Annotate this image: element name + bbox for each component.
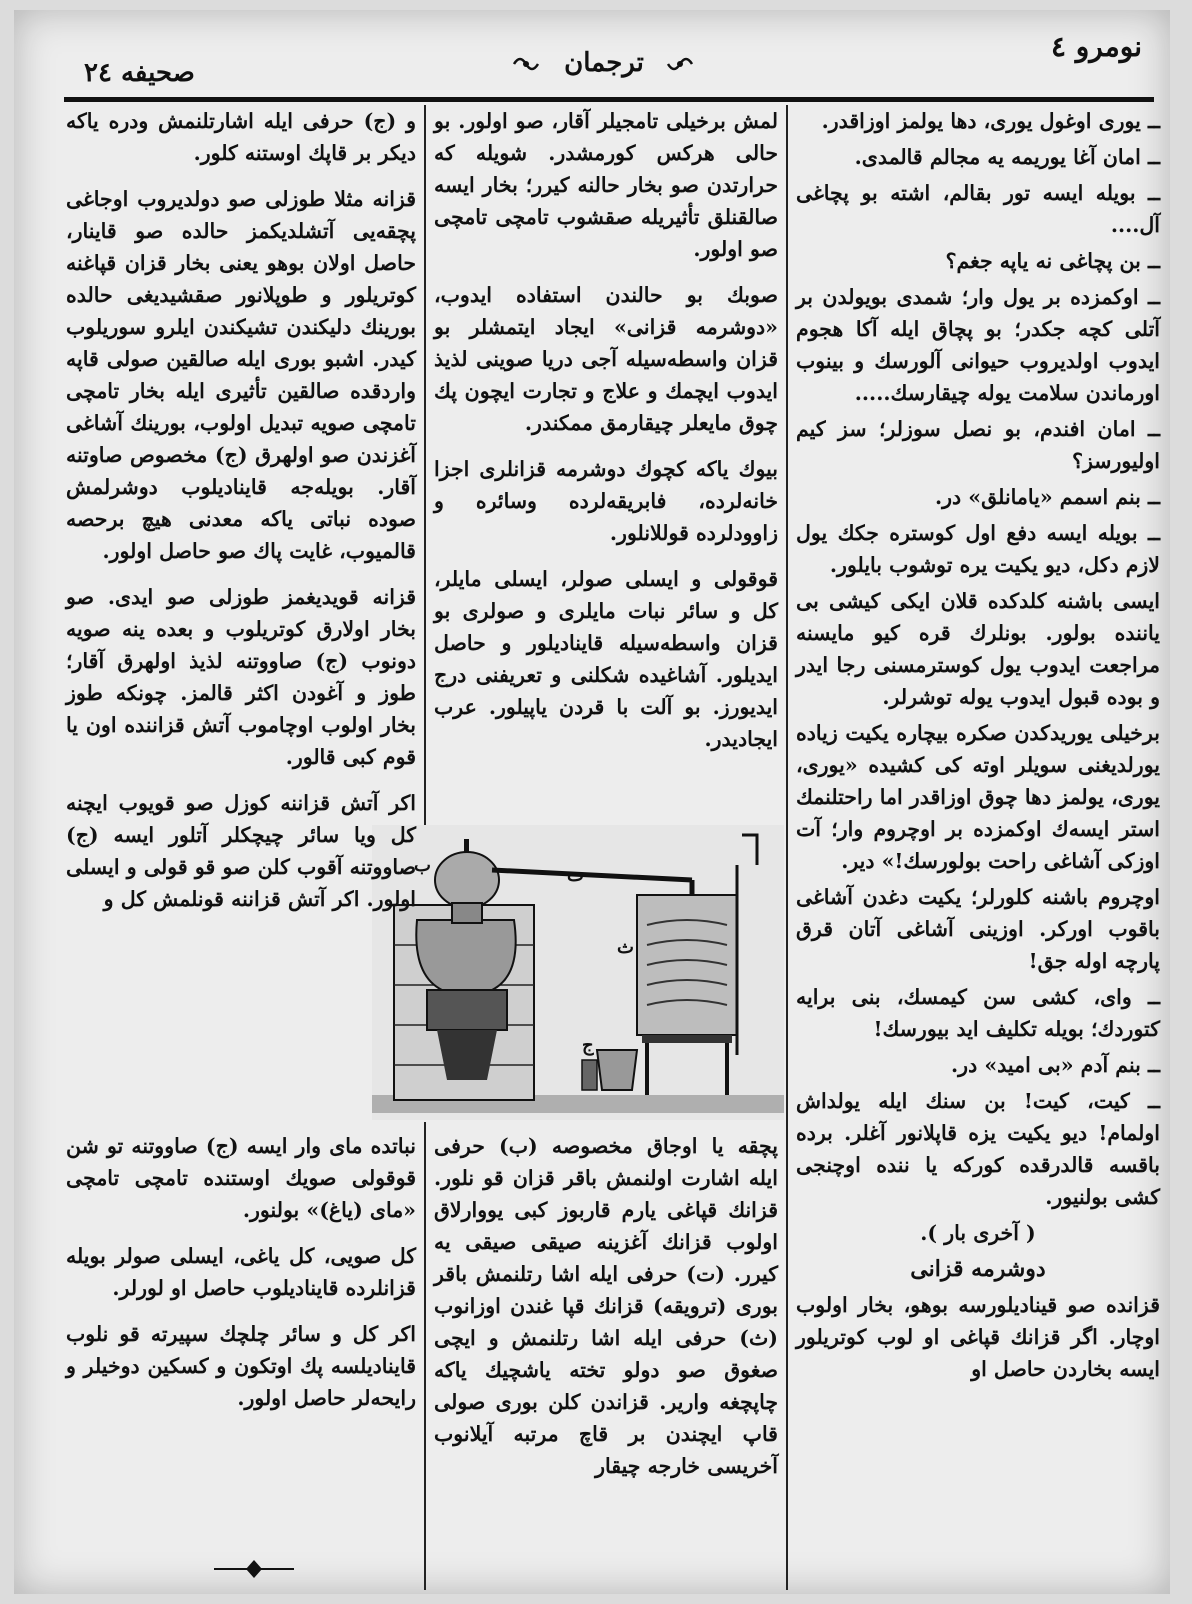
paragraph: قزانده صو قینادیلورسه بوهو، بخار اولوب اوچار. اگر قزانك قپاغی او لوب کوتریلور ایسه بخاردن حاصل او: [796, 1293, 1160, 1381]
column-divider-right: [786, 105, 788, 1590]
paragraph: ــ وای، کشی سن کیمسك، بنی برایه کتوردك؛ بویله تکلیف اید بیورسك!: [796, 985, 1160, 1041]
paragraph: صوبك بو حالندن استفاده ایدوب، «دوشرمه قزانی» ایجاد ایتمشلر بو قزان واسطه‌سیله آجی دریا صوینی لذیذ ایدوب ایچمك و علاج و تجارت ایچون پك چوق مایعلر چیقارمق ممکندر.: [434, 283, 778, 435]
column-divider-left-lower: [424, 1122, 426, 1590]
paragraph: ــ بنم آدم «بی امید» در.: [951, 1053, 1160, 1077]
paragraph: اکر آتش قزاننه کوزل صو قویوب ایچنه کل ویا سائر چیچکلر آتلور ایسه (ج) صاووتنه آقوب کلن صو قو قولی و ایسلی اولور. اکر آتش قزاننه قونلمش کل و: [66, 791, 416, 911]
left-ornament-icon: [512, 50, 540, 78]
column-divider-left-upper: [424, 105, 426, 825]
paragraph: کل صویی، کل یاغی، ایسلی صولر بویله قزانلرده قایناديلوب حاصل او لورلر.: [66, 1244, 416, 1300]
middle-column-bottom: [434, 1130, 778, 1590]
paragraph: اوچروم باشنه کلورلر؛ یکیت دغدن آشاغی باقوب اورکر. اوزینی آشاغی آتان قرق پارچه اوله جق!: [796, 885, 1160, 973]
paragraph: ــ بویله ایسه تور بقالم، اشته بو پچاغی آل....: [796, 181, 1160, 237]
end-ornament-icon: [214, 1558, 294, 1580]
paragraph: قوقولی و ایسلی صولر، ایسلی مایلر، کل و سائر نبات مایلری و صولری بو قزان واسطه‌سیله قایناديلور و حاصل ایدیلور. آشاغیده شکلنی و تعریفنی درج ایدیورز. بو آلت با قردن یاپیلور. عرب ایجادیدر.: [434, 567, 778, 751]
figure-label-th: ث: [617, 937, 634, 958]
paragraph: قزانه قویدیغمز طوزلی صو ایدی. صو بخار اولارق کوتریلوب و بعده ینه صویه دونوب (ج) صاووتنه لذیذ اولهرق آقار؛ طوز و آغودن اکثر قالمز. چونکه طوز بخار اولوب اوچاموب آتش قزاننده اون یا قوم کبی قالور.: [66, 585, 416, 769]
distillation-apparatus-illustration: [372, 825, 784, 1120]
paragraph: نباتده مای وار ایسه (ج) صاووتنه تو شن قوقولی صویك اوستنده تامچی تامچی «مای (یاغ)» بولنور.: [66, 1134, 416, 1222]
paragraph: و (ج) حرفی ایله اشارتلنمش ودره یاکه دیکر بر قاپك اوستنه کلور.: [66, 109, 416, 165]
figure-label-b: ب: [414, 855, 431, 876]
middle-column-top: [434, 105, 778, 820]
paragraph: ــ یوری اوغول یوری، دها یولمز اوزاقدر.: [821, 109, 1160, 133]
paragraph: ــ کیت، کیت! بن سنك ایله یولداش اولمام! دیو یکیت یزه قاپلانور آغلر. برده باقسه قالدرقده کورکه یا ننده اوچنجی کشی بولنیور.: [796, 1089, 1160, 1209]
paragraph: ــ امان افندم، بو نصل سوزلر؛ سز کیم اولیورسز؟: [796, 417, 1160, 473]
section-title: دوشرمه قزانی: [910, 1256, 1046, 1282]
header-rule: [64, 97, 1154, 102]
masthead-title: ترجمان: [564, 48, 644, 78]
figure-label-j: ج: [582, 1035, 594, 1056]
newspaper-page: [14, 10, 1170, 1594]
paragraph: لمش برخیلی تامجیلر آقار، صو اولور. بو حالی هرکس کورمشدر. شویله که حرارتدن صو بخار حالنه کیرر؛ بخار ایسه صالقنلق تأثیریله صقشوب تامچی تامچی صو اولور.: [434, 109, 778, 261]
paragraph: ــ امان آغا یوریمه یه مجالم قالمدی.: [854, 145, 1160, 169]
paragraph: ــ بنم اسمم «یامانلق» در.: [934, 485, 1160, 509]
paragraph: ــ اوکمزده بر یول وار؛ شمدی بویولدن بر آتلی کچه جکدر؛ بو پچاق ایله آکا هجوم ایدوب اولدیروب حیوانی آلورسك و بینوب اورماندن سلامت یوله چیقارسك.....: [796, 285, 1160, 405]
paragraph: ــ بویله ایسه دفع اول کوستره جکك یول لازم دکل، دیو یکیت یره توشوب بایلور.: [796, 521, 1160, 577]
right-ornament-icon: [666, 50, 694, 78]
figure-label-t: ت: [567, 865, 584, 886]
paragraph: برخیلی یوریدکدن صکره بیچاره یکیت زیاده یورلدیغنی سویلر اوته کی کشیده «یوری، یوری، یولمز دها چوق اوزاقدر اما راحتلنمك استر ایسه‌ك اوکمزده بر اوچروم وار؛ آت اوزکی آشاغی راحت بولورسك!» دیر.: [796, 721, 1160, 873]
page-number: صحیفه ٢٤: [84, 58, 195, 88]
page-header: [14, 10, 1170, 100]
paragraph: اکر کل و سائر چلچك سپیرته قو نلوب قایناديلسه پك اوتکون و کسکین دوخیلر و رایحه‌لر حاصل اولور.: [66, 1322, 416, 1410]
left-column-bottom: [66, 1130, 416, 1550]
paragraph: ــ بن پچاغی نه یاپه جغم؟: [945, 249, 1160, 273]
to-be-continued: ( آخری بار ).: [920, 1221, 1036, 1245]
right-column: [796, 105, 1160, 1585]
paragraph: بیوك یاکه کچوك دوشرمه قزانلری اجزا خانه‌لرده، فابریقه‌لرده وسائره و زاوودلرده قوللانلور.: [434, 457, 778, 545]
paragraph: قزانه مثلا طوزلی صو دولدیروب اوجاغی پچقه‌یی آتشلدیکمز حالده صو قاینار، حاصل اولان بوهو یعنی بخار قزان قپاغنه کوتریلور و طوپلانور صقشیدیغی حالده بورینك دلیکندن تشیکندن ایلرو سوریلوب کیدر. اشبو بوری ایله صالقین صولی قاپه واردقده صالقین تأثیری ایله بخار تامچی تامچی صویه تبدیل اولوب، بورینك آشاغی آغزندن صو اولهرق (ج) مخصوص صاوتنه آقار. بویله‌جه قایناديلوب دوشرلمش صوده نباتی یاکه معدنی هیچ برحصه قالمیوب، غایت پاك صو حاصل اولور.: [66, 187, 416, 563]
paragraph: پچقه یا اوجاق مخصوصه (ب) حرفی ایله اشارت اولنمش باقر قزان قو نلور. قزانك قپاغی یارم قاربوز کبی یووارلاق اولوب قزانك آغزینه صیقی صیقی یه کیرر. (ت) حرفی ایله اشا رتلنمش باقر بوری (ترویقه) قزانك قپا غندن اوزانوب (ث) حرفی ایله اشا رتلنمش و ایچی صغوق صو دولو تخته یاشچیك یاکه چاپچغه واریر. قزاندن کلن بوری صولی قاپ ایچندن بر قاچ مرتبه آیلانوب آخریسی خارجه چیقار: [434, 1134, 778, 1478]
left-column-top: [66, 105, 416, 1115]
paragraph: ایسی باشنه کلدکده قلان ایکی کیشی بی یاننده بولور. بونلرك قره کیو مایسنه مراجعت ایدوب یول کوسترمسنی رجا ایدر و بوده قبول ایدوب یوله توشرلر.: [796, 589, 1160, 709]
issue-number: نومرو ٤: [1050, 30, 1142, 63]
